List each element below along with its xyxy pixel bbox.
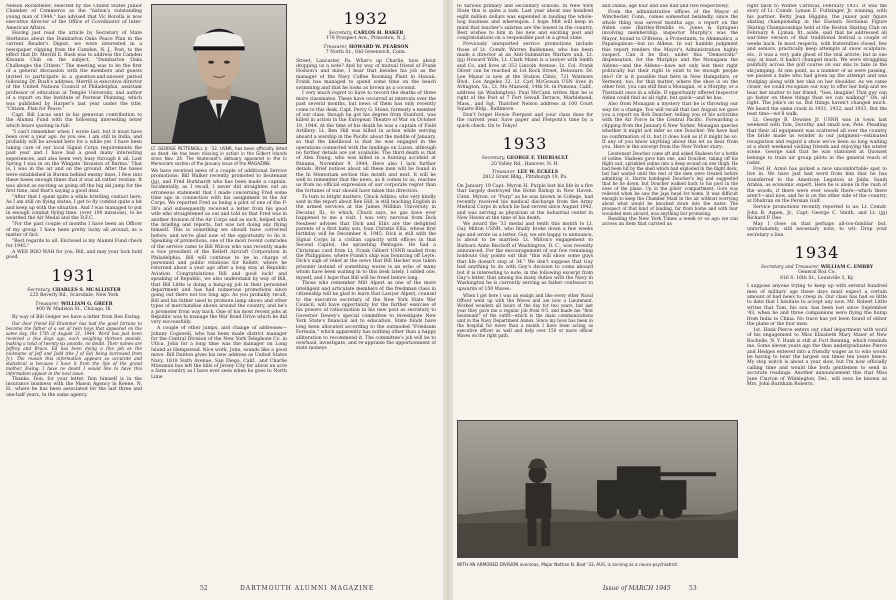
- paragraph: A couple of other jumps, and change of addresses—Johnny Cogswell, who has been made district manager for the Central Division of the New York Telephone Co. in Utica. John for a long time was the manager on Long Island at Hempstead. Nice work, John, sounds like a good move. Bill Dunton gives his new address as United States Navy, 1818 Sixth Avenue, San Diego, Calif., and Charlie Mussman has left the hills of Jersey City for about an acre a farm country as I have ever seen when he goes to North Lime: [151, 326, 287, 380]
- treasurer-name: LEE W. ECKELS: [517, 169, 559, 175]
- paragraph: Lieutenant Doucher came aft and asked Shaheen for a bottle of iodine. Shaheen gave him one, and Doucher, taking off his flight suit, sprinkled iodine into a deep wound on one thigh. He had been hit by the shell which had exploded in the flight deck, but had waited until the rest of the men were treated before admitting it. Harris bandaged Doucher's leg and suggested that he lie down, but Doucher walked back to his post in the nose of the plane. Up in the pilots' compartment, Gore was relieved when he saw the Japs head for home. It was difficult enough to keep the Chamber Maid in the air without worrying about what would be knocked down into the water. The prospect of that kind of landing, far from home and with four wounded men aboard, was anything but promising.: [602, 151, 738, 217]
- paragraph: Nelson Rockefeller, selected by the United States Junior Chamber of Commerce as the "nation's outstanding young man of 1944," has advised that Vic Borella is now executive director of the Office of Coordinator of Inter-American Affairs.: [6, 4, 142, 31]
- paragraph: Also from Monagan a mystery that he is throwing our way for a change. You will recall that last August we gave you a report on Bob Doucher, telling you of his activities with the Air Force in the Central Pacific. Forwarding a clipping from the January 6 New Yorker, Monagan queries whether it might not infer so one Doucher. We have had no confirmation of it, but it does look as if it might be so. If any of you know anything about this let us hear from you. Here is the excerpt from the New Yorker story:: [602, 102, 738, 151]
- paragraph: I very much regret to have to record the deaths of three more classmates. These have occurred at intervals over the past several months, but news of them has only recently come to this desk. Capt. Percy G. Stone, formerly a member of our class, though he got his degree from Stanford, was killed in action in the European Theatre of War on October 19, 1944. At the time of his death he was a captain of Field Artillery. Lt. Ben Hill was killed in action while serving aboard a warship in the Pacific about the middle of January, so that the likelihood is that he was engaged in the operations connected with the landings on Luzon, although no further details are yet available. The third death is that of Alex Young, who was killed in a hunting accident at Panama, November 9, 1944. Here also I lack further details. Brief notices about all these men will be found in the In Memoriam section this month and next. It will be well to remember that the news, as it comes to us, reaches us from no official expression of our corporate regret than the fortunes of war should have taken this direction.: [296, 91, 436, 194]
- left-page-number: 52: [200, 585, 208, 592]
- secretary-title: Secretary and Treasurer,: [760, 265, 820, 271]
- right-page-number: 53: [689, 585, 697, 592]
- treasurer-title: Treasurer,: [491, 169, 516, 175]
- armored-division-photo: [457, 420, 738, 558]
- paragraph: Having just read the article by Secretary of State Stettinius about the Dumbarton Oaks Peace Plan in the current Reader's Digest, we were interested in a newspaper clipping from the Camden, N. J., Post, to the effect that Dr. Merrill E. Bush was to address the Camden Kiwanis Club on the subject, "Dumbarton Oaks Challenges the Citizen." The meeting was to be the first of a general discussion with the members and guests invited to participate in a question-and-answer period following Dr. Bush's address. Merrill is executive director of the United Nations Council of Philadelphia, assistant professor of education at Temple University, and author of a report on the Institute of Postwar Planning, which was published by Harper's last year under the title, "Citizen, Plan for Peace.": [6, 31, 142, 113]
- paragraph: to various primary and secondary schools. In New York State this is quite a task. Last year about one hundred eight million dollars was expended in lauding the whole-hog business and whereupon. I hope Milt will keep in mind that teacher's salaries are the lowest in the country. Best wishes to him in his new and exciting post and congratulations on a responsible post in a great state.: [457, 4, 593, 42]
- treasurer-address: 2812 Grant Bldg., Pittsburgh 19, Pa.: [482, 175, 568, 181]
- paragraph: Lt. George B. Downes Jr. USNR was in town last weekend with Tom, Dorothy, and small son, Pete. Pleading that their all equipment was scattered all over the country the bride made us wonder in our judgment—estimated recognition and regard a show we've been so long waiting at a short weekend visiting friends and enjoying the winter scene. George said that he was stationed at Quonset belongs to train air group pilots in the general reach of radar.: [747, 117, 887, 167]
- photo-caption: LT. GEORGE PETTENGILL Jr. '32, USNR, has been officially listed as dead. He has been missing in action in the Gilbert Islands since Nov. 24. The lieutenant's obituary appeared in the In Memoriam section of the January issue of the MAGAZINE.: [151, 146, 287, 166]
- paragraph: Service promotions recently reported to us: Lt. Comdr. John B. Aspen, Jr., Capt. George C. Smith, and Lt. (jg) Richard P. Dee.: [747, 205, 887, 222]
- paragraph: To turn to bright matters, Chuck Adkins, who very kindly sent in the report about Ben Hill, is still teaching English in the armed services at the James Millikin University in Decatur, Ill., to which, Chuck says, no gas have ever happened to me a visit, I was very nervous from Dick Neubeer advises that Dick and Ellis are the delighted parents of a first baby son, Ivan Christie Ellis, whose first birthday will be December 4, 1945. Dick is still with the Signal Corps in a civilian capacity with offices in that Second Capitol, the sprawling Pentagon. He had a Christmas card from Lt. Frank Gilbert USNR mailed from the Philippines, where Frank's ship was bouncing off Leyte. Dick's sigh of relief at the news that Bill Hecker was taken prisoner instead of something worse is an echo of many whom have been waiting in to this desk lately. I added one, myself, and I hope that Bill will be freed before long.: [296, 194, 436, 281]
- paragraph: On January 19 Capt. Myron H. Purple lost his life in a fire that largely destroyed the Hotel Bishop in New Haven. Conn. Myron, or "Purp" as he was known in College, had recently received his medical discharge from the Army Medical Corps in which he had served since August 1942, and was serving as physician at the industrial center in New Haven at the time of his death.: [457, 183, 593, 222]
- paragraph: Those who remember Milt Alpert as one of the more intelligent and articulate members of the freshman class in citizenship will be glad to learn that Lawyer Alpert, counsel to the executive secretary of the New York State War Council, will have opportunity for the further exercise of his powers of ratiocination in his new post as secretary to Governor Dewey's special committee to investigate New York State's financial aid to education. State funds have long been allocated according to the outmoded "Friedsam Formula," which apparently has nothing other than a happy alliteration to recommend it. The committee's job will be to overhaul, investigate, and re-appraise the apportionment of state moneys: [296, 281, 436, 352]
- paragraph: right back to Winter Carnival, February 1933. It was the story of Lt. Comdr. Lyman E. Fultzinger, Jr. winning, with his partner, Betty Jean Higgins, the junior pair figure skating championship in the Eastern Sectional Figure Skating Championships held at the Boston Skating Club on February 4. Lyman, fit, aside, said that he addressed all war-time version of that traditional festival a couple of weeks back. In most respects, with fraternities closed, few and seniors, practically keep attempts at snow sculpture, etc., it was a very pale ghost of the real article; but in one way, at least, it hadn't changed much. We were struggling painfully across the golf course on our skis to take in the ski-jumping. At one point, as a number of us were passing, we passed a babe who had given up the attempt and was trudging along with her skis on her shoulder. As we came closer, we could recognize our way to offer her help and we hear her mutter to her friend, "Gee, imagine! That guy can go faster on these things than we can walking!" Oh, all right. The joke's on us. But things haven't changed much. We heard the same crack in 1931, 1932, and 1933. But the next time—we'll walk.: [747, 4, 887, 118]
- issue-text: Issue of MARCH 1945: [603, 585, 671, 592]
- paragraph: "After that I spent quite a while bristling contact here. As I am still on flying status, I get to fly combat quite a bit and keep up with the situation. And I was managed to put in enough combat flying time, (over 100 missions), to be awarded the Air Medal and the D.F.C.: [6, 194, 142, 222]
- treasurer-title: Treasurer,: [323, 44, 348, 50]
- column-5-text: [602, 4, 738, 414]
- paragraph: "I can't remember when I wrote last, but it must have been over a year ago. As you see, I am still in India, and probably will be around here for a while yet. I have been taking care of our local Signal Corps requirements the past year and I have had a good many interesting experiences, and also been very busy through it all. Last Spring I was in on the Wingate 'Invasion of Burma.' That is, I was in the air and on the ground. After the bases were established in Burma behind enemy lines, I flew into these bases enough times that it was all rather routine. It was about as exciting as going off the big ski jump for the first time, and that's saying a good deal.: [6, 129, 142, 194]
- paragraph: We have received news of a couple of additional Service promotions: Bill Walker recently promoted to lieutenant (jg), and Fred Burkhardt who has been made a captain. Incidentally, as I recall, I never did straighten out an erroneous statement that I made concerning Fred some time ago in connection with his assignment in the Air Corps. We reported Fred as being a pilot of one of the P-38's and subsequently received a letter from his good wife who straightened us out and told us that Fred was in another division of the Air Corps and as such, helped with the briefing and reports, but was not doing any flying himself. This is something we should have corrected before, and we're glad now of the opportunity to do it. Speaking of promotions, one of the most recent comrades of the service came to Bill Wilcox who was recently made a vice president of the Kellett Aircraft Corporation in Philadelphia. Bill will continue to be in charge of personnel and public relations for Kellett, where he returned about a year ago after a long stay at Republic Aviation. Congratulations Bill and good luck! and speaking of Republic, we also understand by way of Bill, that Bill Little is doing a bang-up job in their personnel department and has had numerous promotions since going out there not too long ago. As you probably recall, Bill and his father used to promote lamp shows and other types of merchandise shows around the country, and he's a promoter from way back. One of his most recent jobs at Republic was to manage the War Bond Drive which he did very successfully.: [151, 169, 287, 326]
- paragraph: When I got here I was an ensign and like every other Naval Officer went up with the Waves and am now a Lieutenant. Worked wonders all hours of the day for two years, but last year they gave me a regular job from 8-5, and made me "first lieutenant" of the outfit—which is the main communications unit in the Navy Department Annex. Since my boss has been in the hospital for more than a month I have been acting as executive officer as well and help over 150 or more officer Waves on the right path.: [457, 292, 593, 338]
- treasurer-name: WILLIAM G. GREER: [60, 301, 113, 307]
- sign-off: A WEE BOO WAH for you, Bill, and may your luck hold good.: [6, 250, 142, 261]
- paragraph: Capt. Bill Lucas sent in his generous contribution to the Alumni Fund with the following interesting letter which bears quoting in full:: [6, 112, 142, 129]
- photo-caption: WITH AN ARMORED DIVISION overseas, Major Nathan N. Bost '33, AUS, is serving as a neuro-psychiatrist.: [457, 562, 679, 567]
- paragraph: Thanks, Don, for your letter. Don himself is in the insurance business with the Mason Agency in Keene, N. H., where he has been associated for the last three and one-half years, in the same agency.: [6, 376, 142, 398]
- paragraph: "Best regards to all. Enclosed is my Alumni Fund check for 1945.": [6, 238, 142, 250]
- paragraph: Don't forget Howie Pierpont and your class dues for the current year. Save paper and Pierpont's time by a quick check. On to Tokyo!: [457, 112, 593, 129]
- class-heading-1934: 1934: [794, 243, 840, 263]
- secretary-address: 225 Beverly Rd., Scarsdale, New York: [29, 293, 119, 299]
- secretary-title: Secretary,: [27, 287, 51, 293]
- treasurer-title: Treasurer,: [35, 301, 60, 307]
- column-3: [296, 4, 436, 582]
- paragraph: "For the past couple of months I have been an Officer of my group. I have been pretty lucky all around, as a matter of fact.: [6, 222, 142, 239]
- magazine-name: DARTMOUTH ALUMNI MAGAZINE: [240, 585, 375, 592]
- issue-label: [603, 585, 671, 593]
- class-heading-1932: 1932: [343, 9, 389, 28]
- paragraph: Fred H. Arnol has picked a nice uncomfortable spot to live in. We have just had word from him that he has transferred to the American Legation at Jidda, Saudi Arabia, as economic expert. Here he is alone in the rush of the woods, if there were ever woods there—which there aren't—and now, and he is on the other side of the country, at Dhahran on the Persian Gulf.: [747, 166, 887, 205]
- class-heading-1931: 1931: [51, 265, 97, 285]
- secretary-name: GEORGE F. THERIAULT: [506, 156, 569, 162]
- class-heading-1933: 1933: [502, 134, 548, 154]
- column-1: [6, 4, 142, 582]
- paragraph: Street, Lancaster, Pa. What's up Charlie, how about dropping us a note? And by way of mutual friend of Frank Hodson's and mine, I hear that besides his job as the manager of the Navy Coffee Rooming Plant in Hawaii, Frank has managed to spend some time on the beach swimming and that he looks as brown as a coconut.: [296, 58, 436, 91]
- secretary-title: Secretary,: [481, 156, 506, 162]
- column-2: [151, 4, 287, 582]
- paragraph: I suppose anyone trying to keep up with several hundred men of military age these days must expect a certain amount of bad news to creep in. Our class has had so little to date that I hesitate to accept any now. Mr. Robert Little writes that Tom, his son, has been lost since September '43, when he and three companions were flying the hump from India to China. No trace has yet been found of either the plane or the four men.: [747, 284, 887, 328]
- paragraph: Reading the New York Times a week or so ago we ran across an item that carried us: [602, 216, 738, 227]
- portrait-image: [152, 5, 286, 143]
- secretary-address-line2: 816 S. 16th St., Louisville 3, Ky.: [780, 275, 854, 281]
- page-gutter: [443, 0, 453, 600]
- secretary-address-line1: General Box Co.: [798, 270, 836, 276]
- paragraph: Previously unreported service promotions include those of Lt. Comdr. Warren Baldonnes, who has been made a director at an Anti-Submarine Warfare unit, Lt. (jg) Howard Wills, Lt. Clark Mann is a lawyer with Smith and Co, and lives at 353 Lincoln Avenue. Lt. Col. Frank Oliver can be reached at 1st Rock Street, Delaware. Dr. Lee Mazur is now at the Station Clinic, 721 Watmore Blvd., Los Angeles 32. Lt. Carl McGowan USN lives in Arlington, Va., Lt. Mo Maxwell, 14th St. in Pomona, Calif., address (in Washington). Paul McCann writes that he is right of the Post at 7 Fort Sewall Terrace, Marblehead, Mass., and Sgt. Thatcher Nelson address at 100 Court Square Bldg., Baltimore.: [457, 42, 593, 113]
- officer-portrait-photo: [151, 4, 287, 144]
- left-page: [0, 0, 443, 600]
- paragraph: 1st. Hank Pierce enters our chief department with word of his engagement to Miss Elizabeth Mary Maier of New Rochelle, N. Y. Hank is still at Fort Benning, which reminds me. Some eleven years ago the then undergraduates Pierce and Hedges entered into a friendly wager as to who would be having to bear the largest son times ten years hence. My stop watch is about a year slow, but I'm now officially calling time and would like both gentlemen to send in accurate readings. Another announcement this that Miss Jane Clayton of Wilmington, Del., will soon be known as Mrs. John Burnham Roberts.: [747, 327, 887, 387]
- secretary-name: CHARLES S. MCALLISTER: [52, 287, 121, 293]
- secretary-title: Secretary,: [328, 31, 353, 36]
- column-6: [747, 4, 887, 582]
- paragraph: May I close on that perhaps all-too-familiar but, unfortunately, still necessary note, to wit: Drop your secretary a line.: [747, 221, 887, 238]
- paragraph: From the administrative offices of the Mayor of Winchester, Conn., comes somewhat belatedly, since the whole thing was served months ago, a report on the Alden case (Bartley-Breddis vs. Jones & Sprague) involving membership, inspector Murphy's was the Mayor, bound to O'Briens, a Protestants, to Ahmmatics, a Papalogalous—but no Aldens. In our humble judgment this report renders the Mayor's Administration highly suspect. Can it be that, under this "Democratic" dispensation, for the Murphys and the Monagans the Aldens—and the Aldens—have not only lost their right politically but their right to exist to be enough people into? Or is it possible that here in New Hampshire, or Vermont, too, for that matter, where the shoe is on the other foot, you can still find a Monagan, or a Murphy, or a Theriault once in a while. If opportunity offered Inspector Alden could find us all right, but quick—and he has.: [602, 9, 738, 102]
- secretary-address: 178 Prospect Ave., Princeton, N. J.: [325, 36, 407, 42]
- right-page: [453, 0, 896, 600]
- paragraph: Our dear friend Ed Brummer has had the good fortune to become the father of a set of twin boys that appeared on the same day, the 17th of August 21, 1944. Word has just been received a few days ago, each weighing thirteen pounds, making a total of twenty-six pounds, no doubt. Their names are Jeffrey and Bruce. Ed has been doing a fine job as the nickname of Jeff and Jedd (the J of Ed) being borrowed from Jr.). The reason this information appears so accurate and statistical is because I have it from the lips of the grand mother, Ewing. I have no doubt I would like to have this information appear in the next issue.: [6, 321, 142, 377]
- treasurer-address: 7 North St., Old Greenwich, Conn.: [325, 50, 407, 56]
- secretary-name: CARLOS H. BAKER: [353, 31, 404, 36]
- paragraph: By way of Bill Geiger we have a letter from Ben Ewing:: [12, 315, 141, 321]
- paragraph: and Diana, age four and one half and two respectively.: [602, 4, 730, 9]
- secretary-name: WILLIAM C. EMBRY: [820, 265, 874, 271]
- treasurer-address: 400 W. Madison St., Chicago, Ill.: [36, 307, 112, 313]
- paragraph: We award the '33 medal and tenth this month to Lt. Guy Milton USNR, who finally broke down a few weeks ago and wrote us a letter. Guy, we are happy to announce, is about to be married: Lt. Milton's engagement to Barbara Anne Bischoff of Washington, D. C., was recently announced. For the encouragement of our few remaining holdouts Guy points out that "this will show some guys that life doesn't stop at 34." We don't suppose that Guy had anything to do with Guy's decision to come aboard but it is interesting to note, in the following excerpt from Guy's letter, that among his many duties with the Navy in Washington he is currently serving as father confessor to upwards of 150 Waves:: [457, 221, 593, 292]
- battlefield-image: [458, 421, 737, 557]
- treasurer-name: HOWARD W. PEARSON: [348, 44, 409, 50]
- secretary-address: 20 Valley Rd., Hanover, N. H.: [491, 161, 559, 167]
